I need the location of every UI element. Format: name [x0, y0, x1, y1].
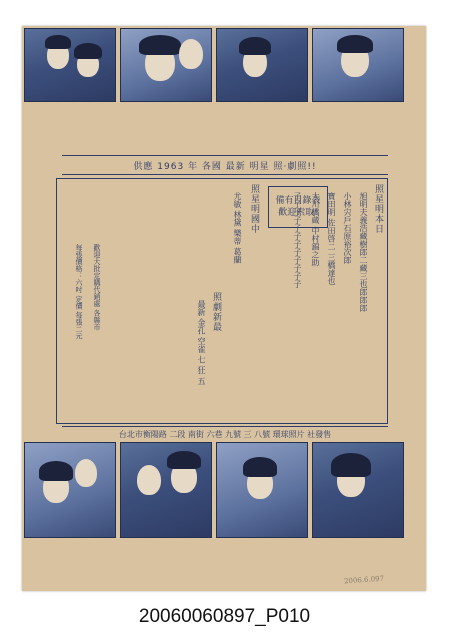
price-note: 每張價格：六吋 定價 每張二元 [75, 244, 83, 340]
name-column: 大川橋蔵 中村錦之助 [311, 192, 320, 267]
publisher-footer: 台北市衡陽路 二段 南街 六巷 九號 三 八號 環球照片 社發售 [62, 426, 388, 441]
star-photo [120, 28, 212, 102]
name-column: 寶田明 佐田啓二 三橋達也 [327, 192, 336, 286]
column-header-japan: 照星明本日 [373, 184, 383, 234]
top-photo-strip [24, 28, 404, 102]
pencil-annotation: 2006.6.097 [343, 574, 385, 586]
star-photo [312, 28, 404, 102]
star-photo [312, 442, 404, 538]
bottom-photo-strip [24, 442, 404, 538]
name-column: 子子子子子子子子子子子子 [293, 192, 302, 288]
star-photo [216, 28, 308, 102]
star-photo [24, 28, 116, 102]
dealer-note: 歡迎大批定購代銷處 各縣市 [93, 244, 101, 331]
flyer-title: 供應 1963 年 各國 最新 明星 照‧劇照!! [62, 155, 388, 175]
archive-caption: 20060060897_P010 [138, 606, 311, 627]
column-header-stills: 照劇新最 [211, 292, 221, 332]
star-photo [24, 442, 116, 538]
column-header-china: 照星明國中 [249, 184, 259, 234]
name-column: 旭明夫義浩藏樹郎二藏三也郎郎郎 [359, 192, 368, 312]
name-column: 尤敏 林黛 樂蒂 葛蘭 [233, 192, 242, 264]
name-column: 小林宍戶石原裕次郎 [343, 192, 352, 264]
catalog-notice: 備有目錄表 歡迎索取! [268, 186, 328, 228]
star-photo [216, 442, 308, 538]
star-photo [120, 442, 212, 538]
name-column: 最新 金孔 空雀 七 狂 五 [197, 300, 206, 385]
